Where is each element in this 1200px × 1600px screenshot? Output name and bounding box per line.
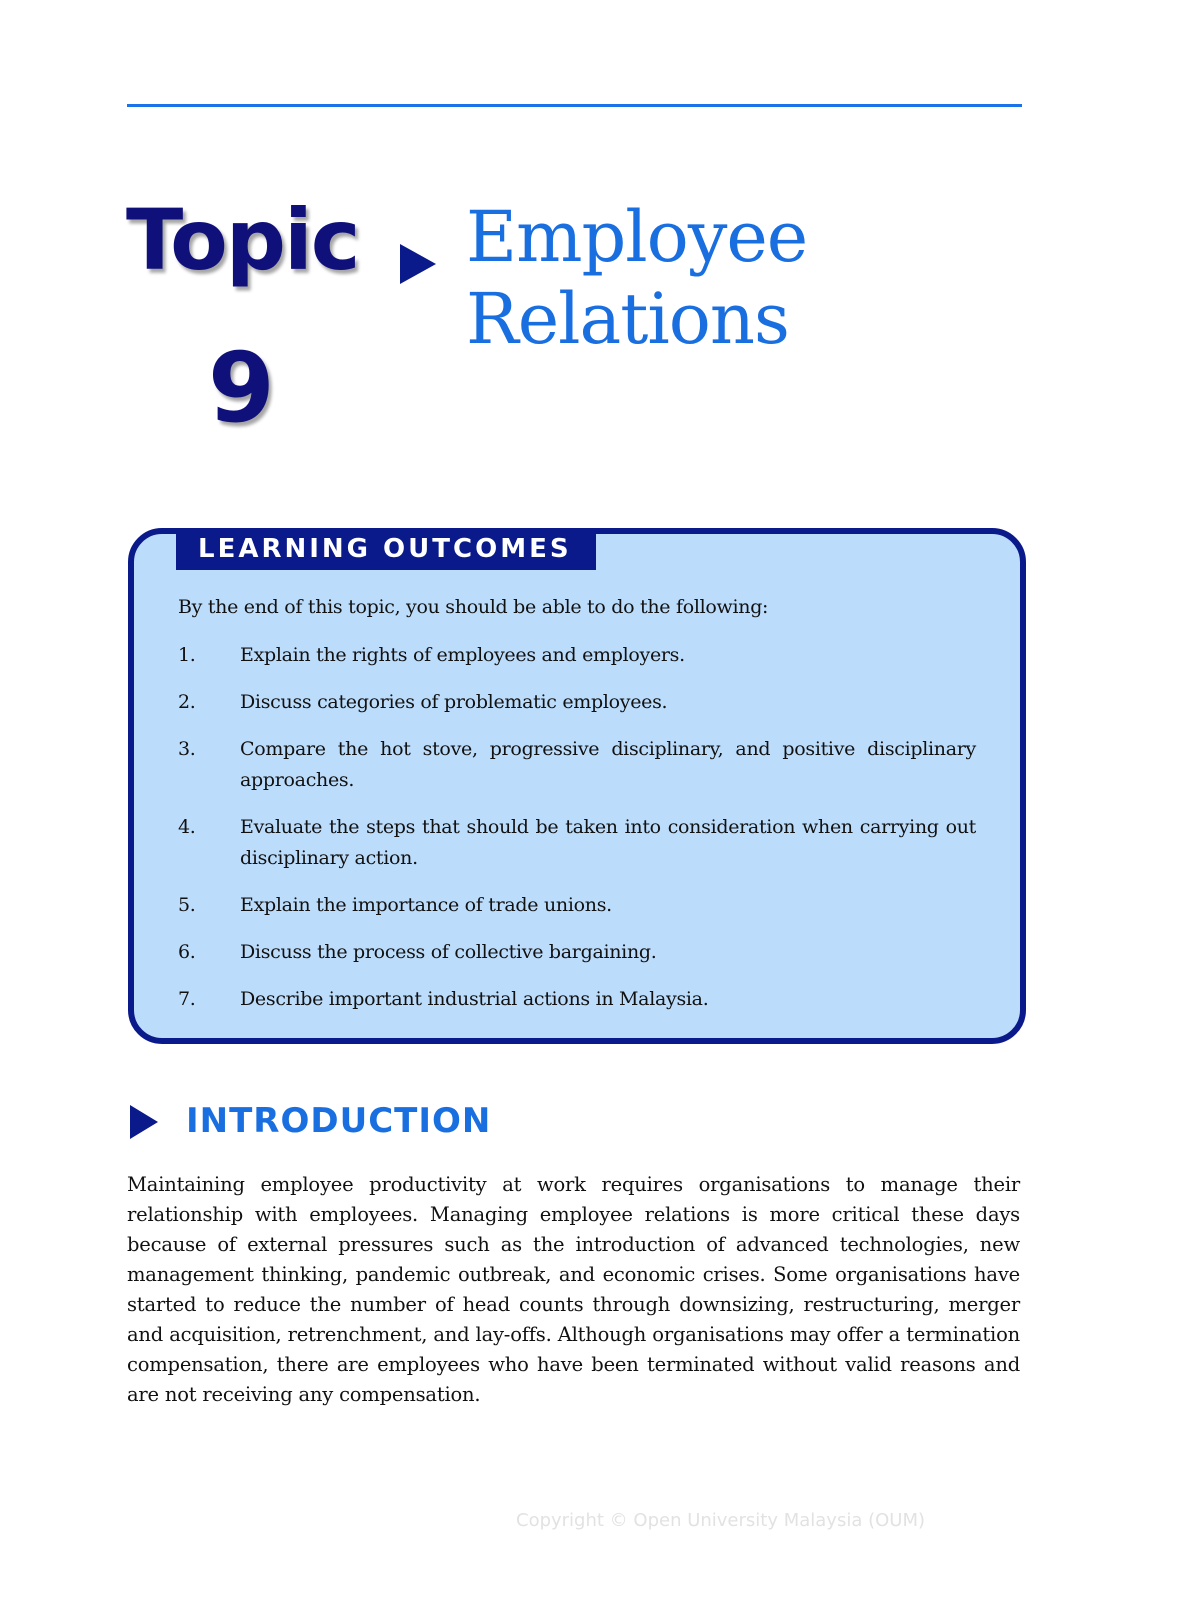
outcome-item-2 [178, 687, 976, 718]
top-rule [127, 104, 1022, 107]
outcome-item-3 [178, 734, 976, 796]
introduction-arrow-icon [130, 1105, 158, 1139]
learning-outcomes-list [178, 640, 976, 1031]
outcome-text: Compare the hot stove, progressive disciplinary, and positive disciplinary approaches. [240, 738, 976, 791]
outcome-number: 6. [178, 941, 196, 963]
copyright-watermark: Copyright © Open University Malaysia (OUM) [516, 1510, 926, 1531]
topic-title [466, 196, 807, 360]
outcome-text: Discuss categories of problematic employees. [240, 691, 668, 713]
outcome-item-7 [178, 984, 976, 1015]
topic-number: 9 [208, 332, 275, 444]
title-arrow-icon [400, 244, 436, 284]
outcome-item-1 [178, 640, 976, 671]
outcome-text: Explain the rights of employees and employers. [240, 644, 685, 666]
outcome-text: Explain the importance of trade unions. [240, 894, 612, 916]
outcome-number: 7. [178, 988, 196, 1010]
outcome-item-5 [178, 890, 976, 921]
outcome-number: 3. [178, 738, 196, 760]
learning-outcomes-intro: By the end of this topic, you should be able to do the following: [178, 596, 769, 618]
introduction-paragraph: Maintaining employee productivity at work requires organisations to manage their relationship with employees. Managing employee relations is more critical these days because of external pressures such as the introduction of advanced technologies, new management thinking, pandemic outbreak, and economic crises. Some organisations have started to reduce the number of head counts through downsizing, restructuring, merger and acquisition, retrenchment, and lay-offs. Although organisations may offer a termination compensation, there are employees who have been terminated without valid reasons and are not receiving any compensation. [127, 1173, 1020, 1406]
outcome-text: Evaluate the steps that should be taken into consideration when carrying out disciplinary action. [240, 816, 976, 869]
topic-title-line1: Employee [466, 196, 808, 278]
topic-label: Topic [126, 191, 359, 289]
outcome-number: 5. [178, 894, 196, 916]
learning-outcomes-heading: LEARNING OUTCOMES [176, 528, 596, 570]
outcome-item-6 [178, 937, 976, 968]
outcome-number: 4. [178, 816, 196, 838]
outcome-text: Describe important industrial actions in Malaysia. [240, 988, 709, 1010]
introduction-heading: INTRODUCTION [186, 1101, 492, 1141]
outcome-text: Discuss the process of collective bargaining. [240, 941, 657, 963]
outcome-number: 2. [178, 691, 196, 713]
topic-title-line2: Relations [466, 278, 789, 360]
outcome-item-4 [178, 812, 976, 874]
outcome-number: 1. [178, 644, 196, 666]
